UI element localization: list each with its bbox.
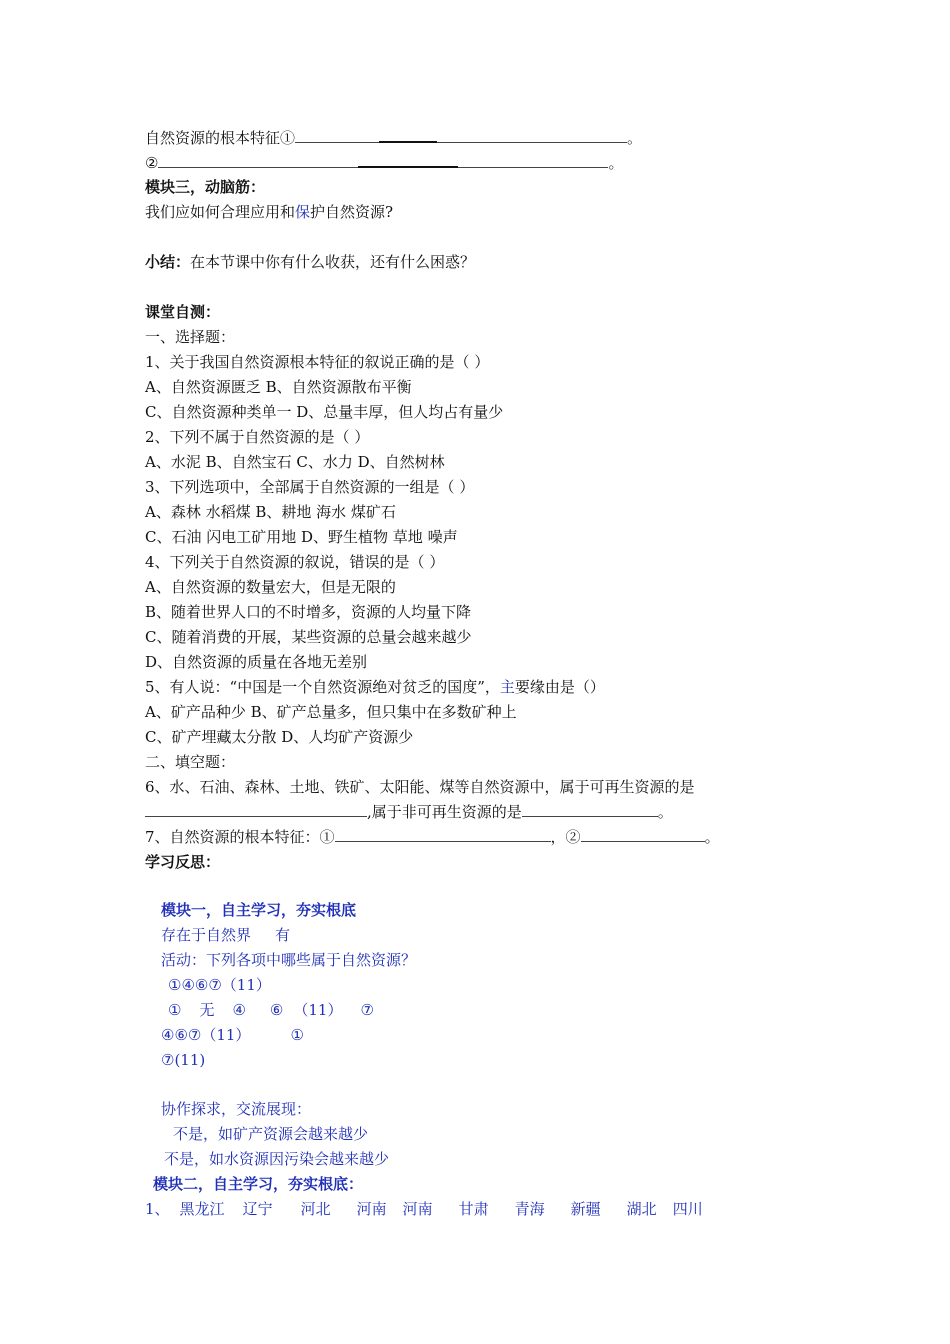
blank-underline <box>522 802 658 817</box>
module3-heading: 模块三，动脑筋： <box>145 178 266 196</box>
blank-underline <box>437 128 627 143</box>
feature-line-2: ② 。 <box>145 154 624 172</box>
answers-line1: 存在于自然界 有 <box>161 926 291 944</box>
quiz-line: A、自然资源的数量宏大，但是无限的 <box>145 578 396 596</box>
answers-row1: ①④⑥⑦（11） <box>168 976 271 994</box>
quiz-q6-line1: 6、水、石油、森林、土地、铁矿、太阳能、煤等自然资源中，属于可再生资源的是 <box>145 778 695 796</box>
quiz-line: C、随着消费的开展，某些资源的总量会越来越少 <box>145 628 472 646</box>
feature-line-1: 自然资源的根本特征① 。 <box>145 129 643 147</box>
feature-label: 自然资源的根本特征① <box>145 129 296 147</box>
quiz-line: 3、下列选项中，全部属于自然资源的一组是（ ） <box>145 478 475 496</box>
answers-row4: ⑦(11) <box>161 1051 206 1069</box>
blank-underline <box>358 152 458 168</box>
quiz-line: A、矿产品种少 B、矿产总量多，但只集中在多数矿种上 <box>145 703 517 721</box>
quiz-line: B、随着世界人口的不时增多，资源的人均量下降 <box>145 603 472 621</box>
quiz-line: 4、下列关于自然资源的叙说，错误的是（ ） <box>145 553 445 571</box>
section-choice-heading: 一、选择题： <box>145 328 236 346</box>
blank-underline <box>295 128 379 143</box>
answers-provinces: 1、 黑龙江 辽宁 河北 河南 河南 甘肃 青海 新疆 湖北 四川 <box>145 1200 703 1218</box>
answers-not2: 不是，如水资源因污染会越来越少 <box>164 1150 390 1168</box>
blank-underline <box>158 153 358 168</box>
quiz-heading: 课堂自测： <box>145 303 221 321</box>
quiz-line: A、自然资源匮乏 B、自然资源散布平衡 <box>145 378 412 396</box>
reflection-heading: 学习反思： <box>145 853 221 871</box>
quiz-line: C、自然资源种类单一 D、总量丰厚，但人均占有量少 <box>145 403 504 421</box>
module3-question: 我们应如何合理应用和保护自然资源? <box>145 203 394 221</box>
answers-not1: 不是，如矿产资源会越来越少 <box>173 1125 369 1143</box>
quiz-line: C、矿产埋藏太分散 D、人均矿产资源少 <box>145 728 414 746</box>
quiz-line: A、水泥 B、自然宝石 C、水力 D、自然树林 <box>145 453 445 471</box>
quiz-line: C、石油 闪电工矿用地 D、野生植物 草地 噪声 <box>145 528 458 546</box>
quiz-line: A、森林 水稻煤 B、耕地 海水 煤矿石 <box>145 503 396 521</box>
summary-line: 小结：在本节课中你有什么收获，还有什么困惑？ <box>145 253 476 271</box>
section-fill-heading: 二、填空题： <box>145 753 236 771</box>
blank-underline <box>335 827 551 842</box>
blank-underline <box>145 802 367 817</box>
answers-cooperate: 协作探求，交流展现： <box>161 1100 312 1118</box>
quiz-q5: 5、有人说：“中国是一个自然资源绝对贫乏的国度”，主要缘由是（） <box>145 678 605 696</box>
blank-underline <box>379 127 437 143</box>
quiz-line: D、自然资源的质量在各地无差别 <box>145 653 368 671</box>
quiz-q7: 7、自然资源的根本特征：① ，② 。 <box>145 828 720 846</box>
quiz-line: 2、下列不属于自然资源的是（ ） <box>145 428 370 446</box>
blank-underline <box>581 827 705 842</box>
quiz-line: 1、关于我国自然资源根本特征的叙说正确的是（ ） <box>145 353 490 371</box>
quiz-q6-line2: ,属于非可再生资源的是 。 <box>145 802 673 822</box>
answers-activity: 活动：下列各项中哪些属于自然资源？ <box>161 951 417 969</box>
answers-module1-heading: 模块一，自主学习，夯实根底 <box>161 901 357 919</box>
blank-underline <box>458 153 608 168</box>
answers-row2: ① 无 ④ ⑥ （11） ⑦ <box>168 1001 374 1019</box>
answers-module2-heading: 模块二，自主学习，夯实根底： <box>153 1175 364 1193</box>
answers-row3: ④⑥⑦（11） ① <box>161 1026 304 1044</box>
